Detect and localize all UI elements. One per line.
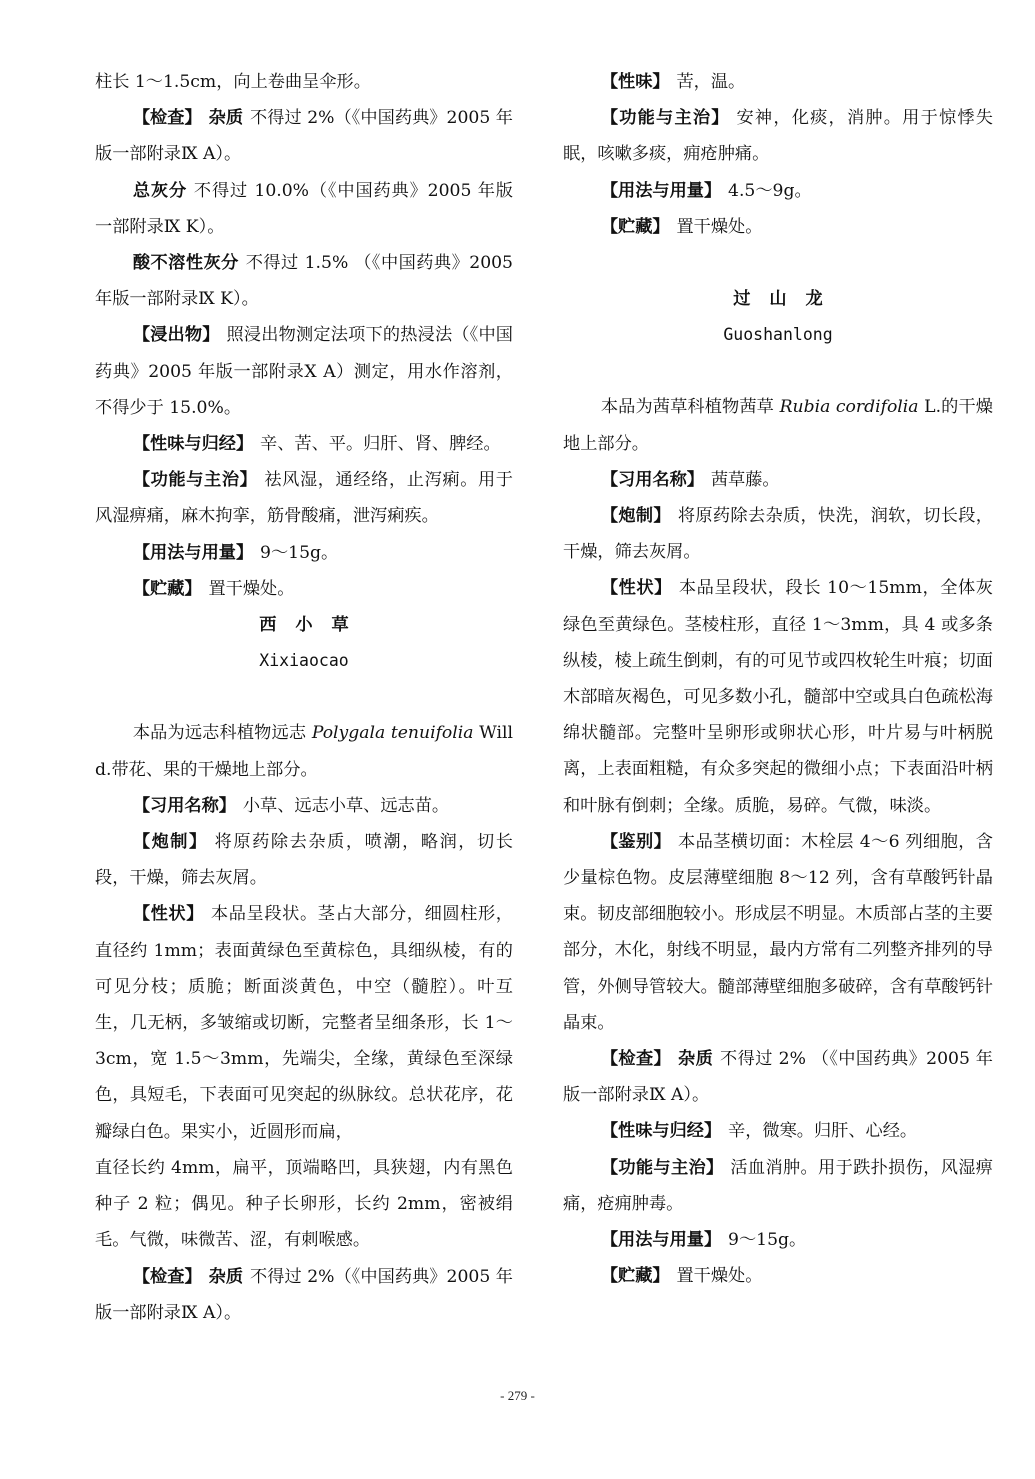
section-label: 酸不溶性灰分: [132, 253, 239, 274]
check-section: [563, 1041, 993, 1113]
section-label: 【贮藏】: [600, 216, 670, 237]
section-text: 本品呈段状，段长 10～15mm，全体灰绿色至黄绿色。茎棱柱形，直径 1～3mm，具 4 或多条纵棱，棱上疏生倒刺，有的可见节或四枚轮生叶痕；切面木部暗灰褐色，可见多数小孔，髓部中空或具白色疏松海绵状髓部。完整叶呈卵形或卵状心形，叶片易与叶柄脱离，上表面粗糙，有众多突起的微细小点；下表面沿叶柄和叶脉有倒刺；全缘。质脆，易碎。气微，味淡。: [563, 578, 993, 816]
common-name-section: [95, 788, 513, 824]
section-label: 【炮制】: [600, 506, 671, 527]
intro-text-after: Willd.带花、果的干燥地上部分。: [95, 723, 514, 780]
section-label: 【浸出物】: [132, 325, 220, 346]
section-sublabel: 杂质: [678, 1049, 714, 1070]
function-indication-section: [563, 1150, 993, 1222]
spacer: [95, 679, 513, 715]
section-text: 不得过 2%（《中国药典》2005 年版一部附录Ⅸ A）。: [95, 1266, 513, 1323]
intro-text-after: L.的干燥地上部分。: [563, 397, 993, 454]
entry-pinyin: Guoshanlong: [723, 325, 833, 345]
section-label: 【性味与归经】: [600, 1121, 722, 1142]
storage-section: [95, 571, 513, 607]
section-text: 置干燥处。: [676, 216, 763, 237]
processing-section: [95, 824, 513, 896]
check-section: [95, 100, 513, 172]
section-text: 9～15g。: [260, 542, 339, 563]
section-text: 活血消肿。用于跌扑损伤，风湿痹痛，疮痈肿毒。: [563, 1157, 993, 1214]
section-label: 【贮藏】: [132, 578, 202, 599]
storage-section: [563, 209, 993, 245]
entry-title-text: 过山龙: [733, 289, 842, 310]
entry-title: [95, 607, 513, 643]
section-text: 将原药除去杂质，喷潮，略润，切长段，干燥，筛去灰屑。: [95, 832, 513, 889]
section-label: 总灰分: [132, 180, 188, 201]
continued-description: 柱长 1～1.5cm，向上卷曲呈伞形。: [95, 72, 371, 92]
section-label: 【贮藏】: [600, 1266, 670, 1287]
section-text: 安神，化痰，消肿。用于惊悸失眠，咳嗽多痰，痈疮肿痛。: [563, 108, 993, 165]
usage-dosage-section: [563, 173, 993, 209]
acid-insoluble-ash-section: [95, 245, 513, 317]
description-section: [563, 570, 993, 823]
intro-text: 本品为远志科植物远志: [132, 723, 307, 744]
function-indication-section: [95, 462, 513, 534]
right-column: [563, 64, 993, 1295]
property-meridian-section: [563, 1113, 993, 1149]
section-text: 不得过 10.0%（《中国药典》2005 年版一部附录Ⅸ K）。: [95, 180, 513, 237]
entry-title: [563, 281, 993, 317]
section-label: 【性状】: [132, 904, 205, 925]
entry-title-text: 西小草: [259, 615, 368, 636]
entry-intro: [95, 715, 513, 787]
section-text: 辛，微寒。归肝、心经。: [728, 1121, 918, 1142]
section-sublabel: 杂质: [208, 108, 244, 129]
entry-pinyin: Xixiaocao: [259, 651, 349, 671]
section-text: 本品呈段状。茎占大部分，细圆柱形，直径约 1mm；表面黄绿色至黄棕色，具细纵棱，有的可见分枝；质脆；断面淡黄色，中空（髓腔）。叶互生，几无柄，多皱缩或切断，完整者呈细条形，长 1～3cm，宽 1.5～3mm，先端尖，全缘，黄绿色至深绿色，具短毛，下表面可见突起的纵脉纹。总状花序，花瓣绿白色。果实小，近圆形而扁，: [95, 904, 513, 1142]
common-name-section: [563, 462, 993, 498]
usage-dosage-section: [95, 535, 513, 571]
identification-section: [563, 824, 993, 1041]
section-label: 【炮制】: [132, 832, 208, 853]
section-label: 【检查】: [132, 1266, 202, 1287]
check-section: [95, 1259, 513, 1331]
section-text: 不得过 2%（《中国药典》2005 年版一部附录Ⅸ A）。: [95, 108, 513, 165]
section-text: 茜草藤。: [710, 469, 780, 490]
section-text: 祛风湿，通经络，止泻痢。用于风湿痹痛，麻木拘挛，筋骨酸痛，泄泻痢疾。: [95, 470, 513, 527]
total-ash-section: [95, 173, 513, 245]
page-number: - 279 -: [500, 1388, 535, 1403]
latin-name: Rubia cordifolia: [779, 397, 919, 418]
section-label: 【性味与归经】: [132, 434, 254, 455]
section-label: 【习用名称】: [132, 795, 236, 816]
section-text: 照浸出物测定法项下的热浸法（《中国药典》2005 年版一部附录Ⅹ A）测定，用水作溶剂，不得少于 15.0%。: [95, 325, 513, 418]
description-section: [95, 896, 513, 1149]
section-label: 【检查】: [600, 1049, 672, 1070]
entry-intro: [563, 389, 993, 461]
description-continued: 直径长约 4mm，扁平，顶端略凹，具狭翅，内有黑色种子 2 粒；偶见。种子长卵形，长约 2mm，密被绢毛。气微，味微苦、涩，有刺喉感。: [95, 1157, 513, 1251]
section-sublabel: 杂质: [208, 1266, 244, 1287]
extract-section: [95, 317, 513, 426]
processing-section: [563, 498, 993, 570]
section-label: 【习用名称】: [600, 469, 704, 490]
section-label: 【用法与用量】: [132, 542, 254, 563]
section-label: 【用法与用量】: [600, 180, 722, 201]
section-label: 【性味】: [600, 72, 670, 92]
section-text: 小草、远志小草、远志苗。: [242, 795, 450, 816]
section-label: 【用法与用量】: [600, 1230, 722, 1251]
latin-name: Polygala tenuifolia: [311, 723, 474, 744]
section-label: 【检查】: [132, 108, 202, 129]
section-text: 辛、苦、平。归肝、肾、脾经。: [260, 434, 501, 455]
section-label: 【功能与主治】: [600, 1157, 724, 1178]
property-meridian-section: [95, 426, 513, 462]
section-label: 【功能与主治】: [600, 108, 730, 129]
function-indication-section: [563, 100, 993, 172]
spacer: [563, 353, 993, 389]
section-text: 不得过 2% （《中国药典》2005 年版一部附录Ⅸ A）。: [563, 1049, 993, 1106]
section-text: 苦，温。: [676, 72, 746, 92]
section-text: 置干燥处。: [208, 578, 295, 599]
section-label: 【功能与主治】: [132, 470, 258, 491]
section-text: 本品茎横切面：木栓层 4～6 列细胞，含少量棕色物。皮层薄壁细胞 8～12 列，含有草酸钙针晶束。韧皮部细胞较小。形成层不明显。木质部占茎的主要部分，木化，射线不明显，最内方常有二列整齐排列的导管，外侧导管较大。髓部薄壁细胞多破碎，含有草酸钙针晶束。: [563, 831, 993, 1033]
intro-text: 本品为茜草科植物茜草: [600, 397, 774, 418]
section-label: 【鉴别】: [600, 831, 672, 852]
section-text: 9～15g。: [728, 1230, 807, 1251]
spacer: [563, 245, 993, 281]
usage-dosage-section: [563, 1222, 993, 1258]
left-column: [95, 64, 513, 1331]
section-text: 将原药除去杂质，快洗，润软，切长段，干燥，筛去灰屑。: [563, 506, 993, 563]
property-section: [563, 64, 993, 100]
storage-section: [563, 1258, 993, 1294]
section-text: 4.5～9g。: [728, 180, 812, 201]
section-label: 【性状】: [600, 578, 672, 599]
section-text: 不得过 1.5% （《中国药典》2005 年版一部附录Ⅸ K）。: [95, 253, 513, 310]
section-text: 置干燥处。: [676, 1266, 763, 1287]
